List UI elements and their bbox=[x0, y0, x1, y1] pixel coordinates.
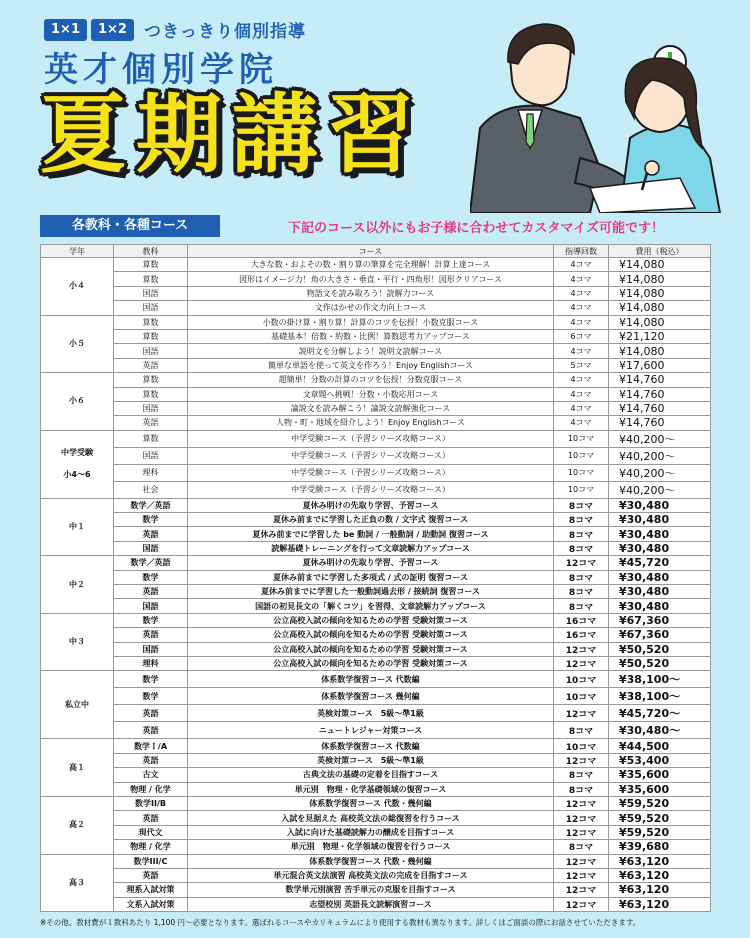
subject-cell: 算数 bbox=[114, 387, 188, 401]
fee-cell: ¥14,760 bbox=[609, 373, 711, 387]
subject-cell: 文系入試対策 bbox=[114, 897, 188, 911]
grade-cell: 小４ bbox=[41, 258, 114, 316]
course-cell: 人物・町・地域を紹介しよう！Enjoy Englishコース bbox=[188, 416, 554, 430]
table-row bbox=[41, 498, 711, 512]
course-table-body bbox=[41, 258, 711, 912]
fee-cell: ¥30,480 bbox=[609, 541, 711, 555]
grade-cell: 中学受験 小4〜6 bbox=[41, 430, 114, 498]
fee-cell: ¥50,520 bbox=[609, 642, 711, 656]
table-row bbox=[41, 642, 711, 656]
course-cell: 英検対策コース 5級〜準1級 bbox=[188, 705, 554, 722]
course-cell: 体系数学復習コース 代数・幾何編 bbox=[188, 796, 554, 810]
school-name: 英才個別学院 bbox=[44, 50, 278, 90]
sessions-cell: 12コマ bbox=[554, 811, 609, 825]
grade-cell: 小６ bbox=[41, 373, 114, 431]
sessions-cell: 12コマ bbox=[554, 642, 609, 656]
sessions-cell: 4コマ bbox=[554, 344, 609, 358]
fee-cell: ¥30,480 bbox=[609, 570, 711, 584]
table-row bbox=[41, 258, 711, 272]
fee-cell: ¥38,100〜 bbox=[609, 688, 711, 705]
subject-cell: 国語 bbox=[114, 401, 188, 415]
sessions-cell: 12コマ bbox=[554, 883, 609, 897]
subject-cell: 数学／英語 bbox=[114, 556, 188, 570]
course-cell: 公立高校入試の傾向を知るための学習 受験対策コース bbox=[188, 628, 554, 642]
sessions-cell: 8コマ bbox=[554, 513, 609, 527]
table-row bbox=[41, 373, 711, 387]
fee-cell: ¥30,480 bbox=[609, 585, 711, 599]
sessions-cell: 8コマ bbox=[554, 498, 609, 512]
subject-cell: 国語 bbox=[114, 541, 188, 555]
fee-cell: ¥63,120 bbox=[609, 854, 711, 868]
course-cell: 単元混合英文法演習 高校英文法の完成を目指すコース bbox=[188, 868, 554, 882]
table-row bbox=[41, 897, 711, 911]
sessions-cell: 5コマ bbox=[554, 358, 609, 372]
grade-cell: 中３ bbox=[41, 613, 114, 671]
course-cell: 英検対策コース 5級〜準1級 bbox=[188, 753, 554, 767]
fee-cell: ¥45,720 bbox=[609, 556, 711, 570]
header-badges bbox=[44, 17, 306, 42]
subject-cell: 国語 bbox=[114, 599, 188, 613]
sessions-cell: 8コマ bbox=[554, 599, 609, 613]
subject-cell: 社会 bbox=[114, 481, 188, 498]
sessions-cell: 12コマ bbox=[554, 796, 609, 810]
table-row bbox=[41, 854, 711, 868]
header-course: コース bbox=[188, 245, 554, 258]
sessions-cell: 4コマ bbox=[554, 373, 609, 387]
sessions-cell: 8コマ bbox=[554, 722, 609, 739]
section-label: 各教科・各種コース bbox=[40, 215, 220, 237]
table-row bbox=[41, 447, 711, 464]
table-row bbox=[41, 344, 711, 358]
subject-cell: 国語 bbox=[114, 344, 188, 358]
course-cell: ニュートレジャー対策コース bbox=[188, 722, 554, 739]
header-grade: 学年 bbox=[41, 245, 114, 258]
course-cell: 夏休み前までに学習した be 動詞 / 一般動詞 / 助動詞 復習コース bbox=[188, 527, 554, 541]
course-cell: 体系数学復習コース 代数編 bbox=[188, 671, 554, 688]
table-row bbox=[41, 329, 711, 343]
fee-cell: ¥14,080 bbox=[609, 258, 711, 272]
sessions-cell: 12コマ bbox=[554, 656, 609, 670]
sessions-cell: 8コマ bbox=[554, 768, 609, 782]
subject-cell: 理系入試対策 bbox=[114, 883, 188, 897]
fee-cell: ¥14,760 bbox=[609, 416, 711, 430]
subject-cell: 国語 bbox=[114, 286, 188, 300]
course-cell: 公立高校入試の傾向を知るための学習 受験対策コース bbox=[188, 656, 554, 670]
course-cell: 読解基礎トレーニングを行って文章読解力アップコース bbox=[188, 541, 554, 555]
course-cell: 入試を見据えた 高校英文法の総復習を行うコース bbox=[188, 811, 554, 825]
sessions-cell: 12コマ bbox=[554, 705, 609, 722]
fee-cell: ¥14,760 bbox=[609, 401, 711, 415]
table-header-row bbox=[41, 245, 711, 258]
table-row bbox=[41, 722, 711, 739]
header-fee: 費用（税込） bbox=[609, 245, 711, 258]
subject-cell: 数学 bbox=[114, 671, 188, 688]
course-cell: 数学単元別演習 苦手単元の克服を目指すコース bbox=[188, 883, 554, 897]
subject-cell: 数学 bbox=[114, 688, 188, 705]
table-row bbox=[41, 868, 711, 882]
table-row bbox=[41, 513, 711, 527]
grade-cell: 高３ bbox=[41, 854, 114, 912]
sessions-cell: 10コマ bbox=[554, 481, 609, 498]
grade-cell: 小５ bbox=[41, 315, 114, 373]
fee-cell: ¥14,080 bbox=[609, 301, 711, 315]
sessions-cell: 8コマ bbox=[554, 527, 609, 541]
subject-cell: 古文 bbox=[114, 768, 188, 782]
course-cell: 小数の掛け算・割り算！計算のコツを伝授！小数克服コース bbox=[188, 315, 554, 329]
sessions-cell: 4コマ bbox=[554, 272, 609, 286]
sessions-cell: 10コマ bbox=[554, 447, 609, 464]
course-cell: 基礎基本！倍数・約数・比例！算数思考力アップコース bbox=[188, 329, 554, 343]
table-row bbox=[41, 301, 711, 315]
table-row bbox=[41, 464, 711, 481]
course-cell: 単元別 物理・化学基礎領域の復習コース bbox=[188, 782, 554, 796]
subject-cell: 英語 bbox=[114, 811, 188, 825]
table-row bbox=[41, 656, 711, 670]
fee-cell: ¥40,200〜 bbox=[609, 430, 711, 447]
course-cell: 大きな数・およその数・割り算の筆算を完全理解！計算上達コース bbox=[188, 258, 554, 272]
sessions-cell: 12コマ bbox=[554, 854, 609, 868]
subject-cell: 現代文 bbox=[114, 825, 188, 839]
fee-cell: ¥17,600 bbox=[609, 358, 711, 372]
subject-cell: 算数 bbox=[114, 430, 188, 447]
table-row bbox=[41, 671, 711, 688]
fee-cell: ¥53,400 bbox=[609, 753, 711, 767]
fee-cell: ¥30,480 bbox=[609, 527, 711, 541]
fee-cell: ¥39,680 bbox=[609, 840, 711, 854]
course-cell: 入試に向けた基礎読解力の醸成を目指すコース bbox=[188, 825, 554, 839]
course-cell: 夏休み明けの先取り学習、予習コース bbox=[188, 498, 554, 512]
subject-cell: 英語 bbox=[114, 868, 188, 882]
table-row bbox=[41, 556, 711, 570]
course-cell: 中学受験コース（予習シリーズ攻略コース） bbox=[188, 481, 554, 498]
table-row bbox=[41, 315, 711, 329]
sessions-cell: 8コマ bbox=[554, 840, 609, 854]
table-row bbox=[41, 796, 711, 810]
sessions-cell: 4コマ bbox=[554, 301, 609, 315]
subject-cell: 英語 bbox=[114, 705, 188, 722]
subject-cell: 理科 bbox=[114, 464, 188, 481]
sessions-cell: 16コマ bbox=[554, 613, 609, 627]
table-row bbox=[41, 358, 711, 372]
table-row bbox=[41, 768, 711, 782]
sessions-cell: 12コマ bbox=[554, 868, 609, 882]
subject-cell: 数学／英語 bbox=[114, 498, 188, 512]
grade-cell: 中１ bbox=[41, 498, 114, 556]
sessions-cell: 12コマ bbox=[554, 897, 609, 911]
table-row bbox=[41, 430, 711, 447]
sessions-cell: 4コマ bbox=[554, 315, 609, 329]
tagline: つきっきり個別指導 bbox=[143, 22, 306, 42]
fee-cell: ¥45,720〜 bbox=[609, 705, 711, 722]
course-cell: 簡単な単語を使って英文を作ろう！Enjoy Englishコース bbox=[188, 358, 554, 372]
course-cell: 体系数学復習コース 代数・幾何編 bbox=[188, 854, 554, 868]
table-row bbox=[41, 613, 711, 627]
sessions-cell: 10コマ bbox=[554, 430, 609, 447]
subject-cell: 物理 / 化学 bbox=[114, 782, 188, 796]
student-figure bbox=[590, 58, 720, 213]
sessions-cell: 8コマ bbox=[554, 570, 609, 584]
fee-cell: ¥30,480 bbox=[609, 498, 711, 512]
subject-cell: 算数 bbox=[114, 315, 188, 329]
sessions-cell: 10コマ bbox=[554, 464, 609, 481]
subject-cell: 数学II/B bbox=[114, 796, 188, 810]
grade-cell: 高２ bbox=[41, 796, 114, 854]
subject-cell: 算数 bbox=[114, 272, 188, 286]
table-row bbox=[41, 481, 711, 498]
sessions-cell: 10コマ bbox=[554, 739, 609, 753]
subject-cell: 英語 bbox=[114, 753, 188, 767]
fee-cell: ¥67,360 bbox=[609, 613, 711, 627]
fee-cell: ¥63,120 bbox=[609, 883, 711, 897]
badge-1x1: 1×1 bbox=[44, 19, 87, 41]
course-cell: 志望校別 英語長文読解演習コース bbox=[188, 897, 554, 911]
table-row bbox=[41, 599, 711, 613]
fee-cell: ¥14,080 bbox=[609, 344, 711, 358]
subject-cell: 数学 bbox=[114, 513, 188, 527]
table-row bbox=[41, 883, 711, 897]
subject-cell: 数学Ｉ/A bbox=[114, 739, 188, 753]
fee-cell: ¥14,080 bbox=[609, 315, 711, 329]
course-cell: 古典文法の基礎の定着を目指すコース bbox=[188, 768, 554, 782]
course-cell: 図形はイメージ力！角の大きさ・垂直・平行・四角形！図形クリアコース bbox=[188, 272, 554, 286]
fee-cell: ¥40,200〜 bbox=[609, 464, 711, 481]
table-row bbox=[41, 541, 711, 555]
subject-cell: 数学 bbox=[114, 613, 188, 627]
course-cell: 夏休み前までに学習した多項式 / 式の証明 復習コース bbox=[188, 570, 554, 584]
course-cell: 夏休み前までに学習した正負の数 / 文字式 復習コース bbox=[188, 513, 554, 527]
fee-cell: ¥63,120 bbox=[609, 868, 711, 882]
fee-cell: ¥50,520 bbox=[609, 656, 711, 670]
course-cell: 物語文を読み取ろう！読解力コース bbox=[188, 286, 554, 300]
table-row bbox=[41, 286, 711, 300]
table-row bbox=[41, 753, 711, 767]
subject-cell: 英語 bbox=[114, 722, 188, 739]
course-table bbox=[40, 244, 711, 912]
table-row bbox=[41, 782, 711, 796]
course-cell: 中学受験コース（予習シリーズ攻略コース） bbox=[188, 464, 554, 481]
sessions-cell: 4コマ bbox=[554, 258, 609, 272]
sessions-cell: 12コマ bbox=[554, 556, 609, 570]
table-row bbox=[41, 570, 711, 584]
subject-cell: 英語 bbox=[114, 527, 188, 541]
sessions-cell: 4コマ bbox=[554, 416, 609, 430]
course-cell: 文章題へ挑戦！分数・小数応用コース bbox=[188, 387, 554, 401]
fee-cell: ¥14,760 bbox=[609, 387, 711, 401]
table-row bbox=[41, 387, 711, 401]
sessions-cell: 4コマ bbox=[554, 401, 609, 415]
table-row bbox=[41, 527, 711, 541]
course-cell: 文作はかせの作文力向上コース bbox=[188, 301, 554, 315]
page-title: 夏期講習 bbox=[40, 85, 424, 185]
table-row bbox=[41, 825, 711, 839]
sessions-cell: 4コマ bbox=[554, 387, 609, 401]
sessions-cell: 10コマ bbox=[554, 671, 609, 688]
subject-cell: 算数 bbox=[114, 258, 188, 272]
fee-cell: ¥40,200〜 bbox=[609, 481, 711, 498]
course-cell: 国語の初見長文の「解くコツ」を習得、文章読解力アップコース bbox=[188, 599, 554, 613]
fee-cell: ¥38,100〜 bbox=[609, 671, 711, 688]
fee-cell: ¥35,600 bbox=[609, 782, 711, 796]
fee-cell: ¥35,600 bbox=[609, 768, 711, 782]
fee-cell: ¥44,500 bbox=[609, 739, 711, 753]
fee-cell: ¥30,480〜 bbox=[609, 722, 711, 739]
subject-cell: 国語 bbox=[114, 301, 188, 315]
subject-cell: 算数 bbox=[114, 329, 188, 343]
subject-cell: 英語 bbox=[114, 628, 188, 642]
fee-cell: ¥67,360 bbox=[609, 628, 711, 642]
sessions-cell: 6コマ bbox=[554, 329, 609, 343]
course-cell: 体系数学復習コース 幾何編 bbox=[188, 688, 554, 705]
header-subject: 教科 bbox=[114, 245, 188, 258]
course-cell: 夏休み明けの先取り学習、予習コース bbox=[188, 556, 554, 570]
subject-cell: 英語 bbox=[114, 416, 188, 430]
sessions-cell: 8コマ bbox=[554, 585, 609, 599]
table-row bbox=[41, 739, 711, 753]
course-cell: 夏休み前までに学習した一般動詞過去形 / 接続詞 復習コース bbox=[188, 585, 554, 599]
subject-cell: 英語 bbox=[114, 358, 188, 372]
course-cell: 公立高校入試の傾向を知るための学習 受験対策コース bbox=[188, 613, 554, 627]
subject-cell: 英語 bbox=[114, 585, 188, 599]
subject-cell: 物理 / 化学 bbox=[114, 840, 188, 854]
grade-cell: 私立中 bbox=[41, 671, 114, 739]
sessions-cell: 12コマ bbox=[554, 825, 609, 839]
table-row bbox=[41, 401, 711, 415]
subject-cell: 理科 bbox=[114, 656, 188, 670]
table-row bbox=[41, 585, 711, 599]
sessions-cell: 4コマ bbox=[554, 286, 609, 300]
subject-cell: 国語 bbox=[114, 447, 188, 464]
table-row bbox=[41, 416, 711, 430]
table-row bbox=[41, 688, 711, 705]
course-cell: 中学受験コース（予習シリーズ攻略コース） bbox=[188, 430, 554, 447]
table-row bbox=[41, 840, 711, 854]
course-cell: 超簡単！分数の計算のコツを伝授！分数克服コース bbox=[188, 373, 554, 387]
course-cell: 体系数学復習コース 代数編 bbox=[188, 739, 554, 753]
sessions-cell: 16コマ bbox=[554, 628, 609, 642]
sessions-cell: 10コマ bbox=[554, 688, 609, 705]
footnote: ※その他、教材費が１教科あたり 1,100 円〜必要となります。選ばれるコースやカリキュラムにより使用する教材も異なります。詳しくはご面談の際にお話させていただきます。 bbox=[40, 918, 641, 927]
grade-cell: 中２ bbox=[41, 556, 114, 614]
sessions-cell: 8コマ bbox=[554, 782, 609, 796]
customize-notice: 下記のコース以外にもお子様に合わせてカスタマイズ可能です！ bbox=[288, 221, 664, 236]
subject-cell: 国語 bbox=[114, 642, 188, 656]
badge-1x2: 1×2 bbox=[91, 19, 134, 41]
fee-cell: ¥14,080 bbox=[609, 272, 711, 286]
grade-cell: 高１ bbox=[41, 739, 114, 797]
table-row bbox=[41, 272, 711, 286]
course-cell: 中学受験コース（予習シリーズ攻略コース） bbox=[188, 447, 554, 464]
course-cell: 公立高校入試の傾向を知るための学習 受験対策コース bbox=[188, 642, 554, 656]
subject-cell: 数学 bbox=[114, 570, 188, 584]
subject-cell: 数学III/C bbox=[114, 854, 188, 868]
course-cell: 単元別 物理・化学領域の復習を行うコース bbox=[188, 840, 554, 854]
sessions-cell: 12コマ bbox=[554, 753, 609, 767]
fee-cell: ¥59,520 bbox=[609, 825, 711, 839]
fee-cell: ¥59,520 bbox=[609, 796, 711, 810]
header-sessions: 指導回数 bbox=[554, 245, 609, 258]
table-row bbox=[41, 811, 711, 825]
fee-cell: ¥14,080 bbox=[609, 286, 711, 300]
course-cell: 論説文を読み解こう！論説文読解強化コース bbox=[188, 401, 554, 415]
subject-cell: 算数 bbox=[114, 373, 188, 387]
table-row bbox=[41, 705, 711, 722]
table-row bbox=[41, 628, 711, 642]
fee-cell: ¥21,120 bbox=[609, 329, 711, 343]
fee-cell: ¥30,480 bbox=[609, 599, 711, 613]
fee-cell: ¥63,120 bbox=[609, 897, 711, 911]
fee-cell: ¥30,480 bbox=[609, 513, 711, 527]
teacher-student-illustration bbox=[470, 18, 725, 213]
fee-cell: ¥40,200〜 bbox=[609, 447, 711, 464]
course-cell: 説明文を分解しよう！説明文読解コース bbox=[188, 344, 554, 358]
fee-cell: ¥59,520 bbox=[609, 811, 711, 825]
sessions-cell: 8コマ bbox=[554, 541, 609, 555]
